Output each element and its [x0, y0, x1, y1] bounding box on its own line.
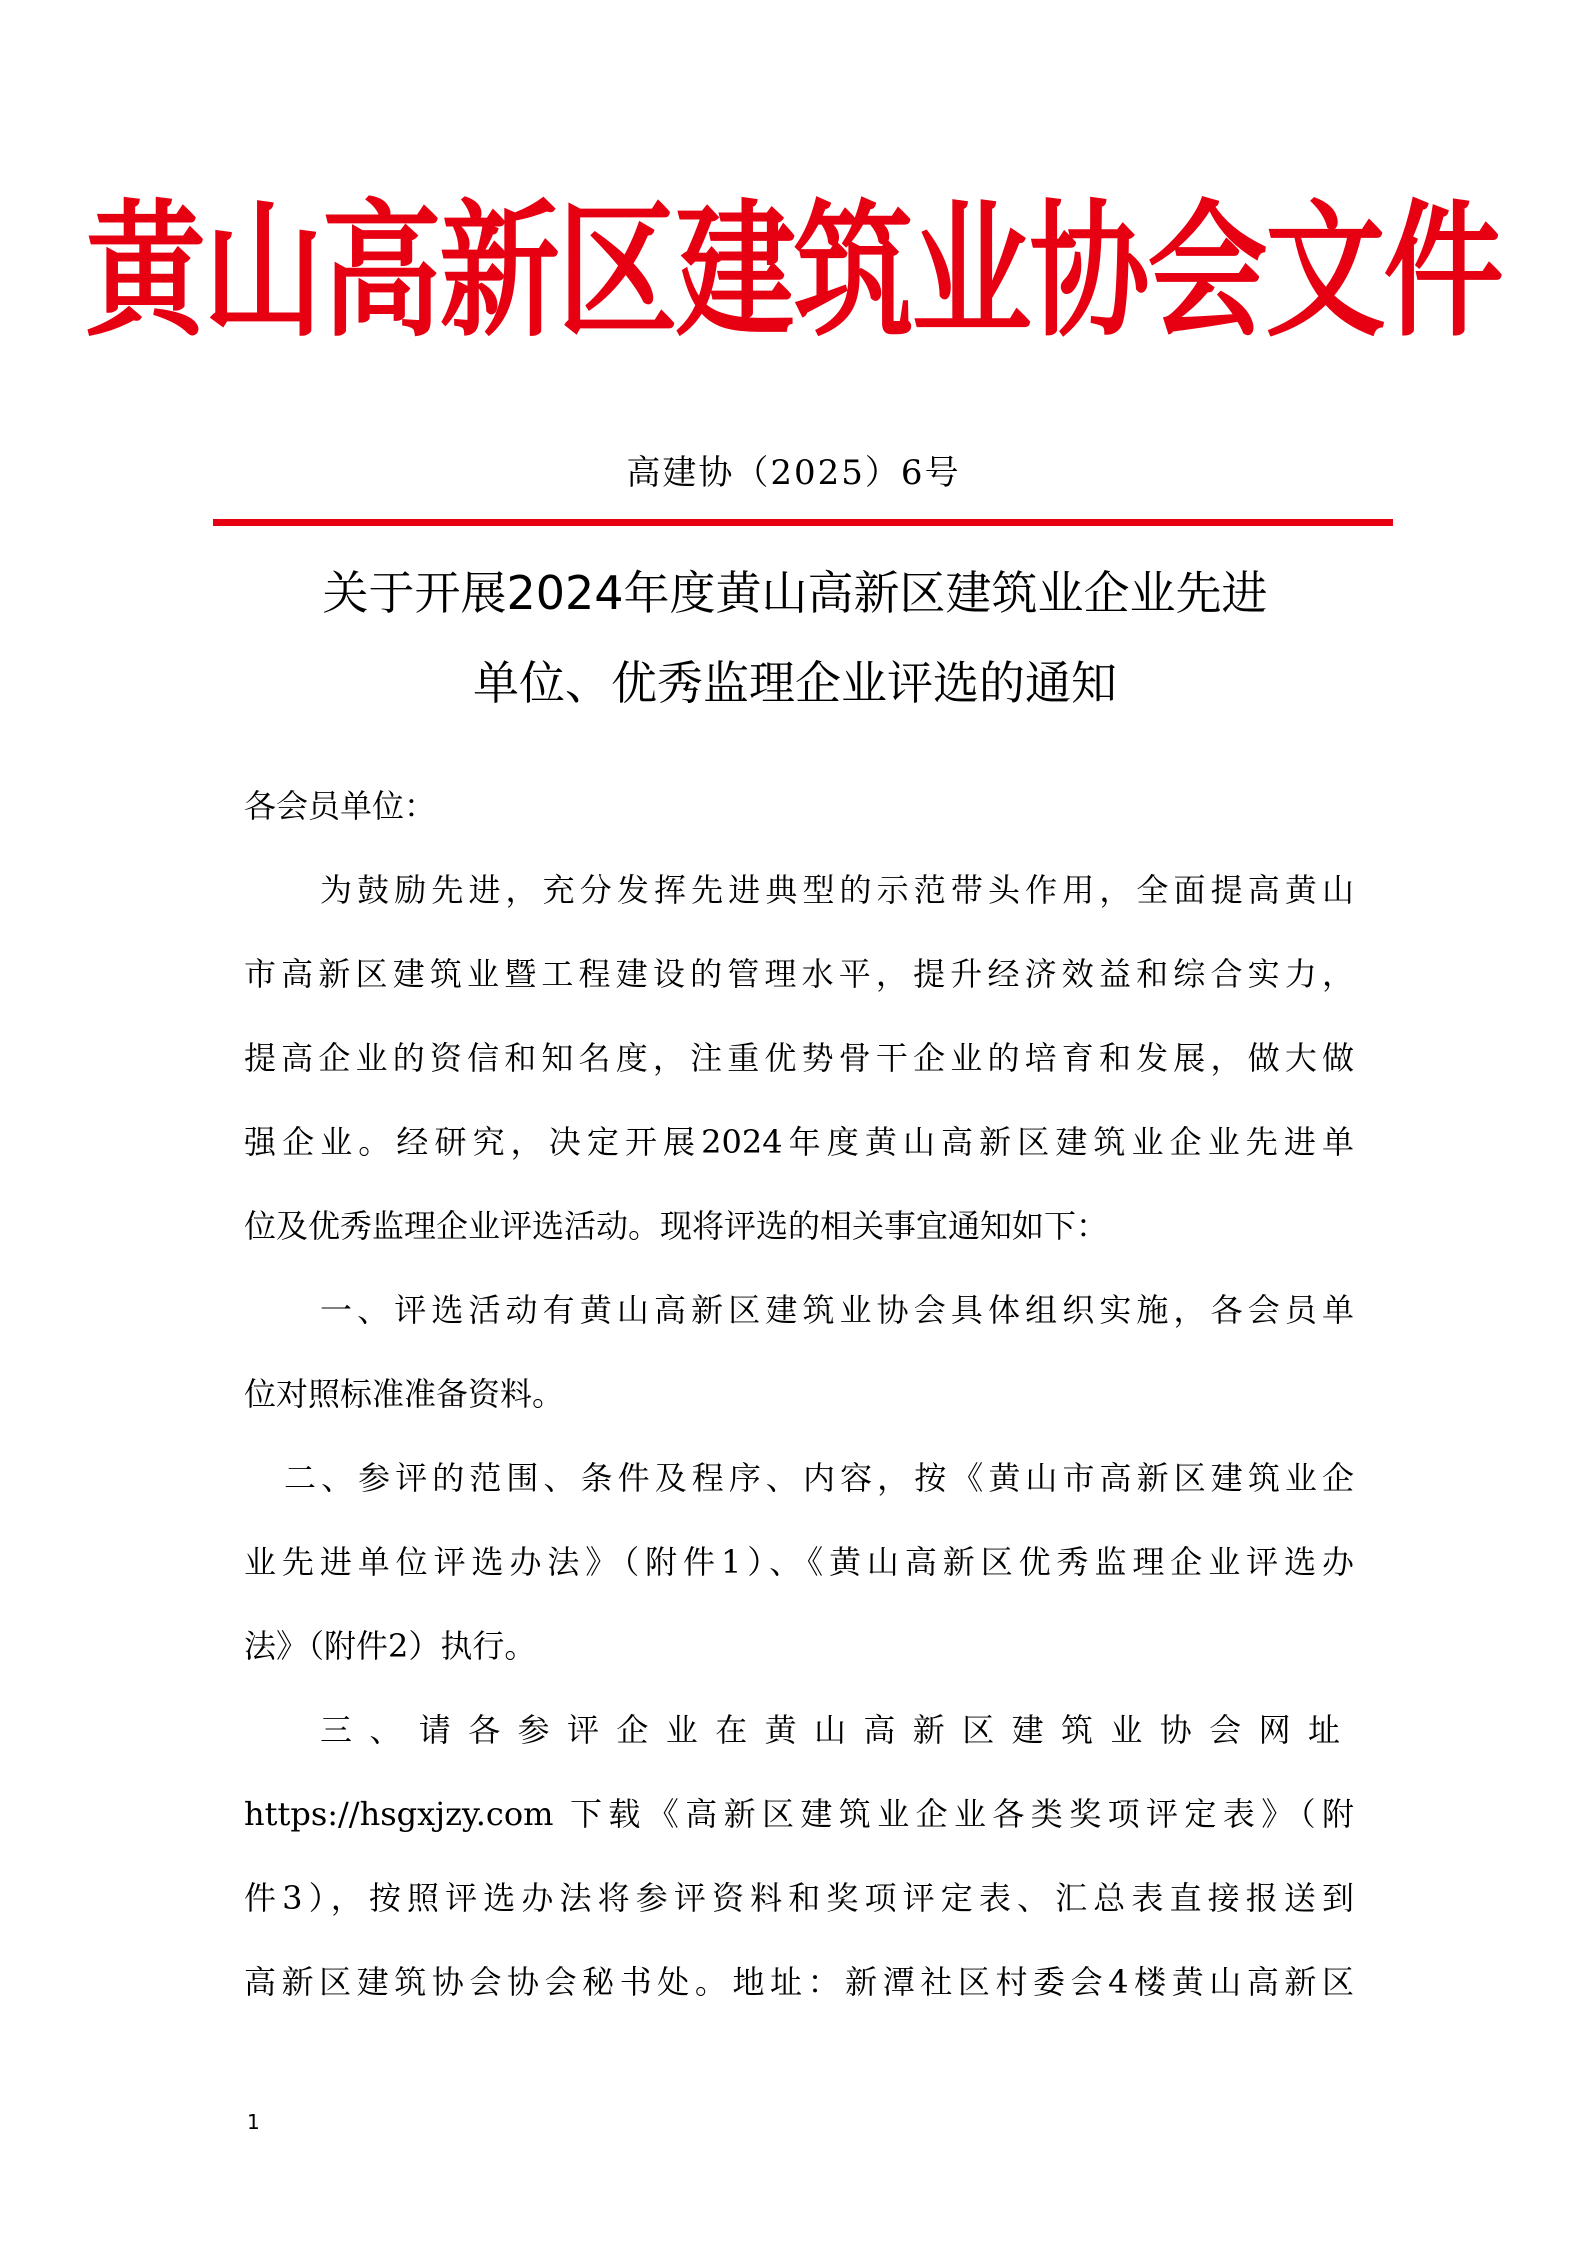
body-line: 高新区建筑协会协会秘书处。地址：新潭社区村委会4楼黄山高新区	[244, 1963, 1354, 2001]
notice-title-line-2: 单位、优秀监理企业评选的通知	[473, 656, 1117, 710]
body-line: 三、请各参评企业在黄山高新区建筑业协会网址	[320, 1711, 1354, 1749]
body-line: 件3），按照评选办法将参评资料和奖项评定表、汇总表直接报送到	[244, 1879, 1354, 1917]
body-line: https://hsgxjzy.com 下载《高新区建筑业企业各类奖项评定表》（附	[244, 1795, 1354, 1833]
body-line: 一、评选活动有黄山高新区建筑业协会具体组织实施，各会员单	[320, 1291, 1354, 1329]
salutation: 各会员单位：	[244, 787, 437, 825]
red-divider	[213, 519, 1393, 526]
page-number: 1	[247, 2110, 260, 2134]
body-line: 位及优秀监理企业评选活动。现将评选的相关事宜通知如下：	[244, 1207, 1109, 1245]
body-line: 市高新区建筑业暨工程建设的管理水平，提升经济效益和综合实力，	[244, 955, 1354, 993]
document-number: 高建协（2025）6号	[626, 453, 961, 493]
body-line: 强企业。经研究，决定开展2024年度黄山高新区建筑业企业先进单	[244, 1123, 1354, 1161]
body-line: 业先进单位评选办法》（附件1）、《黄山高新区优秀监理企业评选办	[244, 1543, 1354, 1581]
body-line: 为鼓励先进，充分发挥先进典型的示范带头作用，全面提高黄山	[320, 871, 1354, 909]
body-line: 位对照标准准备资料。	[244, 1375, 565, 1413]
body-line: 提高企业的资信和知名度，注重优势骨干企业的培育和发展，做大做	[244, 1039, 1354, 1077]
body-line: 二、参评的范围、条件及程序、内容，按《黄山市高新区建筑业企	[284, 1459, 1354, 1497]
body-line: 法》（附件2）执行。	[244, 1627, 537, 1665]
masthead-title: 黄山高新区建筑业协会文件	[85, 187, 1502, 358]
notice-title-line-1: 关于开展2024年度黄山高新区建筑业企业先进	[322, 566, 1268, 620]
